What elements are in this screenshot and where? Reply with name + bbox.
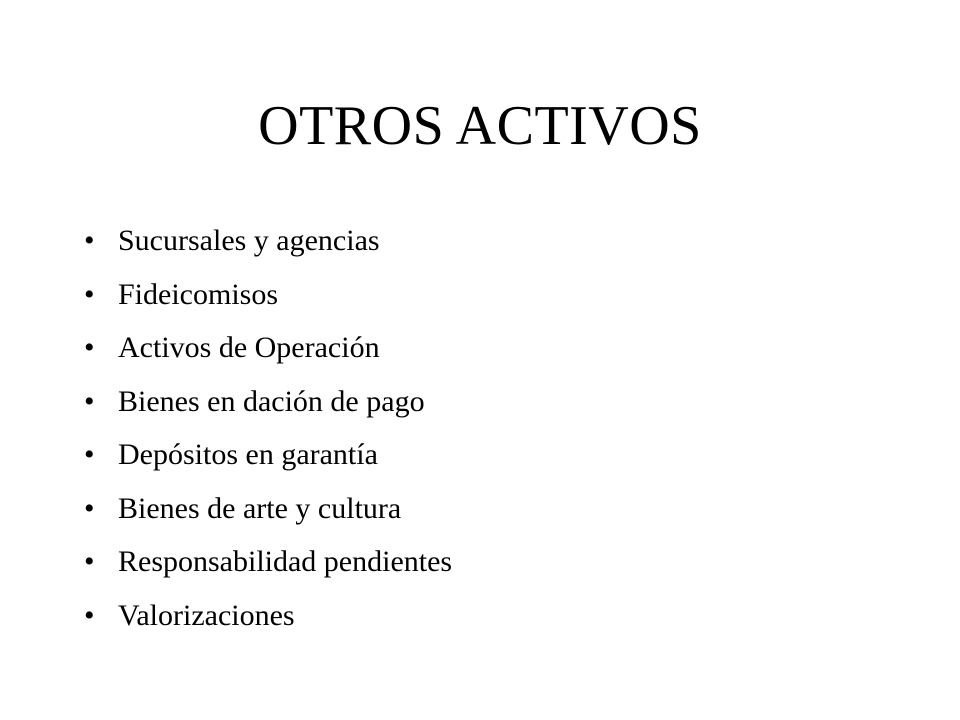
list-item-text: Fideicomisos — [118, 277, 279, 311]
bullet-list — [84, 214, 452, 642]
list-item — [84, 589, 452, 643]
list-item-text: Sucursales y agencias — [118, 224, 380, 257]
bullet-icon: • — [84, 331, 95, 364]
list-item-text: Bienes de arte y cultura — [118, 491, 402, 525]
list-item-text: Depósitos en garantía — [118, 438, 378, 471]
bullet-icon: • — [84, 277, 95, 311]
bullet-icon: • — [84, 491, 95, 525]
bullet-icon: • — [84, 598, 95, 632]
list-item — [84, 428, 452, 482]
list-item-text: Bienes en dación de pago — [118, 384, 425, 418]
bullet-icon: • — [84, 545, 95, 578]
list-item — [84, 375, 452, 429]
bullet-icon: • — [84, 224, 95, 257]
list-item — [84, 321, 452, 375]
list-item — [84, 214, 452, 268]
list-item — [84, 535, 452, 589]
bullet-icon: • — [84, 384, 95, 418]
list-item — [84, 482, 452, 536]
bullet-icon: • — [84, 438, 95, 471]
list-item-text: Valorizaciones — [118, 598, 295, 632]
list-item-text: Activos de Operación — [118, 331, 380, 364]
list-item-text: Responsabilidad pendientes — [118, 545, 453, 578]
slide-title: OTROS ACTIVOS — [258, 95, 702, 157]
list-item — [84, 268, 452, 322]
